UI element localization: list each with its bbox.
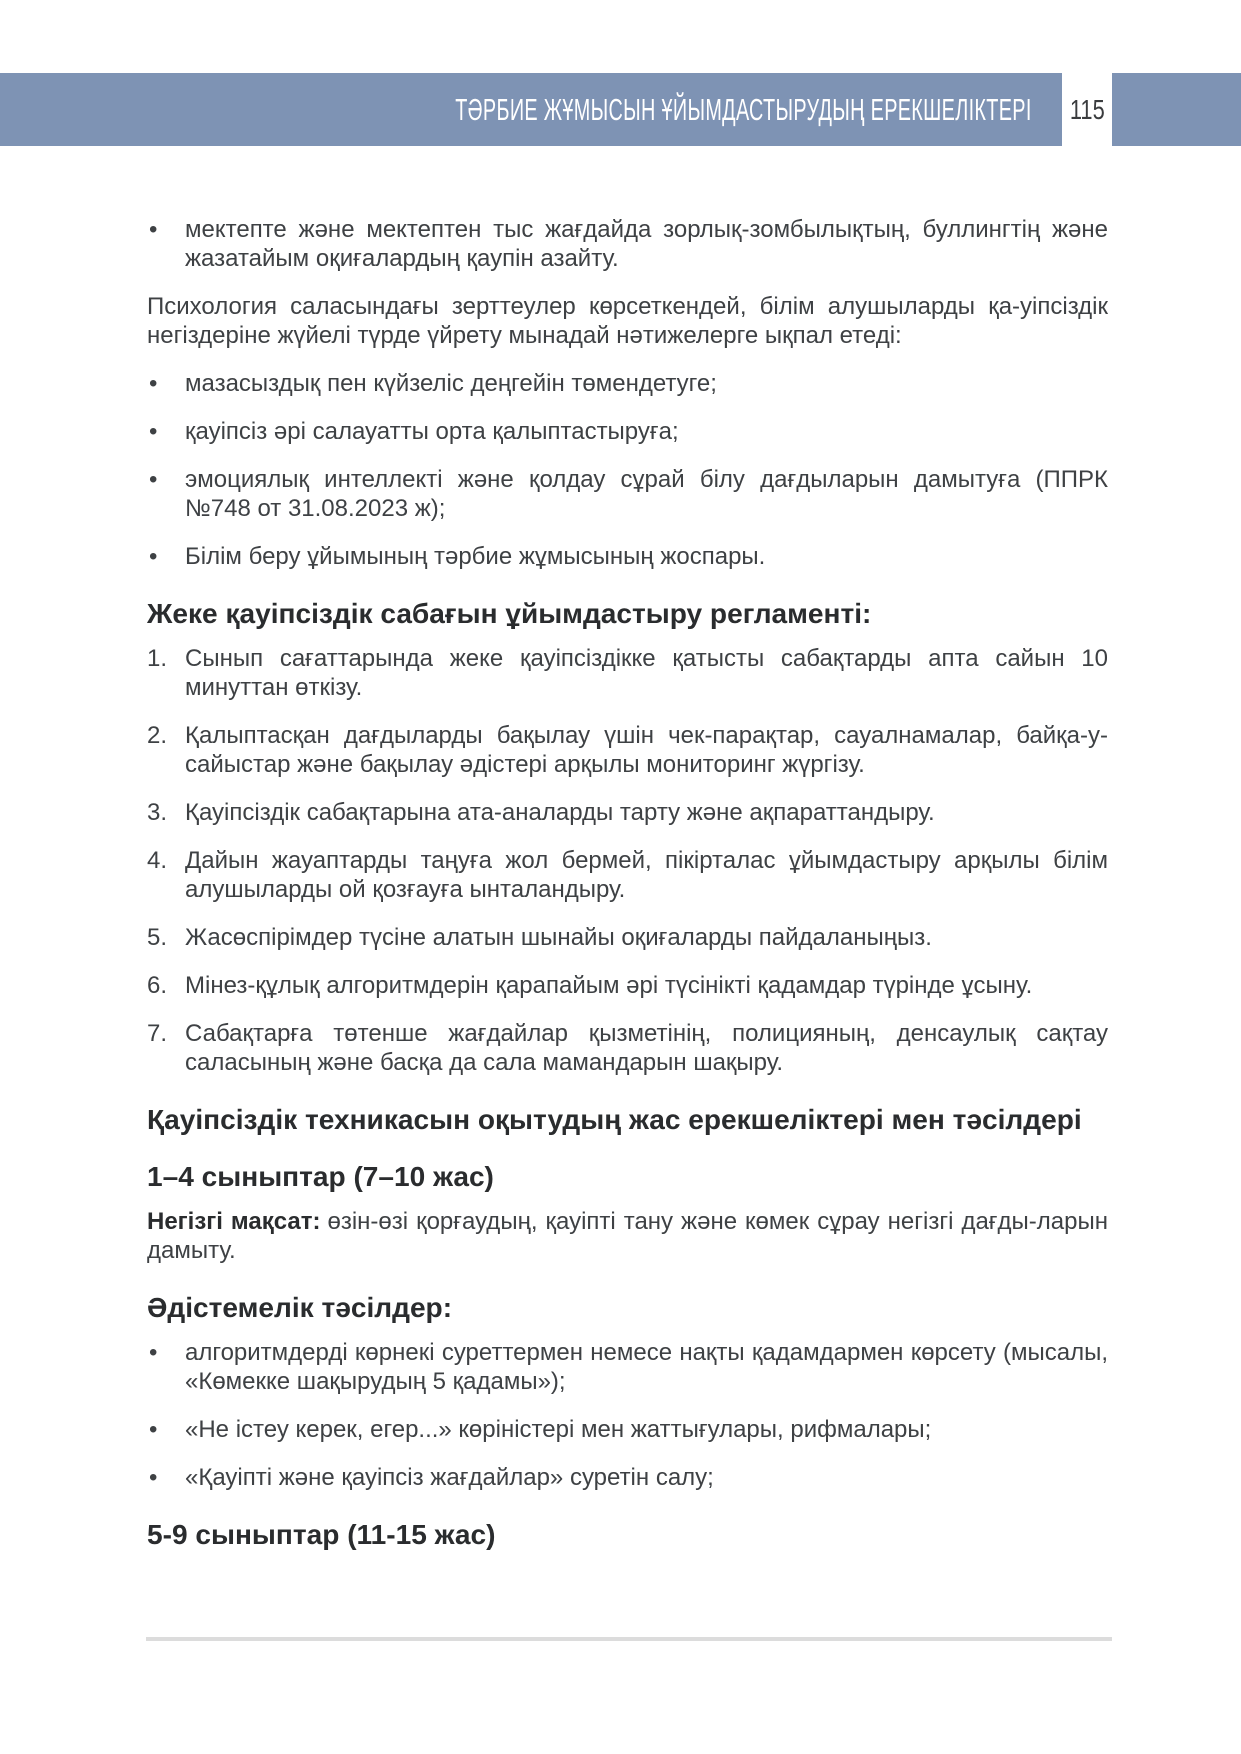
numbered-item bbox=[147, 644, 1108, 702]
footer-divider bbox=[146, 1637, 1112, 1641]
numbered-item-text: Мінез-құлық алгоритмдерін қарапайым әрі түсінікті қадамдар түрінде ұсыну. bbox=[185, 972, 1033, 999]
bullet-icon: • bbox=[149, 418, 158, 445]
page-number-gap bbox=[1062, 73, 1112, 146]
numbered-item bbox=[147, 721, 1108, 779]
paragraph: Психология саласындағы зерттеулер көрсеткендей, білім алушыларды қа-уіпсіздік негіздеріне жүйелі түрде үйрету мынадай нәтижелерге ықпал етеді: bbox=[147, 293, 1108, 349]
list-item-text: «Қауіпті және қауіпсіз жағдайлар» суретін салу; bbox=[185, 1464, 714, 1491]
list-item-text: Білім беру ұйымының тәрбие жұмысының жоспары. bbox=[185, 543, 766, 570]
goal-text: өзін-өзі қорғаудың, қауіпті тану және көмек сұрау негізгі дағды-ларын дамыту. bbox=[147, 1208, 1108, 1264]
goal-label: Негізгі мақсат: bbox=[147, 1208, 321, 1235]
bullet-icon: • bbox=[149, 370, 158, 397]
header-band bbox=[0, 73, 1062, 146]
bullet-icon: • bbox=[149, 543, 158, 570]
list-item bbox=[147, 542, 1108, 571]
numbered-item bbox=[147, 971, 1108, 1000]
list-item bbox=[147, 215, 1108, 273]
bullet-icon: • bbox=[149, 1339, 158, 1366]
header-band-right bbox=[1112, 73, 1241, 146]
item-number: 5. bbox=[147, 924, 168, 951]
subheading-grades-5-9: 5-9 сыныптар (11-15 жас) bbox=[147, 1519, 496, 1550]
section-heading-age: Қауіпсіздік техникасын оқытудың жас ерекшеліктері мен тәсілдері bbox=[147, 1104, 1082, 1135]
bullet-icon: • bbox=[149, 1416, 158, 1443]
section-heading-regulation: Жеке қауіпсіздік сабағын ұйымдастыру регламенті: bbox=[147, 598, 872, 629]
bullet-icon: • bbox=[149, 466, 158, 493]
numbered-item bbox=[147, 798, 1108, 827]
item-number: 6. bbox=[147, 972, 168, 999]
list-item bbox=[147, 417, 1108, 446]
bullet-icon: • bbox=[149, 216, 158, 243]
item-number: 2. bbox=[147, 722, 168, 749]
list-item bbox=[147, 1415, 1108, 1444]
numbered-item-text: Жасөспірімдер түсіне алатын шынайы оқиғаларды пайдаланыңыз. bbox=[185, 924, 932, 951]
list-item bbox=[147, 369, 1108, 398]
list-item-text: эмоциялық интеллекті және қолдау сұрай білу дағдыларын дамытуға (ППРК №748 от 31.08.2023 ж); bbox=[185, 466, 1108, 522]
goal-paragraph bbox=[147, 1207, 1108, 1265]
subheading-grades-1-4: 1–4 сыныптар (7–10 жас) bbox=[147, 1161, 494, 1192]
list-item-text: «Не істеу керек, егер...» көріністері мен жаттығулары, рифмалары; bbox=[185, 1416, 932, 1443]
numbered-item-text: Қалыптасқан дағдыларды бақылау үшін чек-парақтар, сауалнамалар, байқа-у-сайыстар және бақылау әдістері арқылы мониторинг жүргізу. bbox=[185, 722, 1108, 778]
list-item bbox=[147, 465, 1108, 523]
page-header bbox=[0, 73, 1241, 146]
numbered-item bbox=[147, 846, 1108, 904]
item-number: 1. bbox=[147, 645, 168, 672]
list-item bbox=[147, 1463, 1108, 1492]
numbered-item-text: Сабақтарға төтенше жағдайлар қызметінің, полицияның, денсаулық сақтау саласының және басқа да сала мамандарын шақыру. bbox=[185, 1020, 1108, 1076]
numbered-item-text: Сынып сағаттарында жеке қауіпсіздікке қатысты сабақтарды апта сайын 10 минуттан өткізу. bbox=[185, 645, 1108, 701]
list-item-text: алгоритмдерді көрнекі суреттермен немесе нақты қадамдармен көрсету (мысалы, «Көмекке шақырудың 5 қадамы»); bbox=[185, 1339, 1108, 1395]
list-item-text: мектепте және мектептен тыс жағдайда зорлық-зомбылықтың, буллингтің және жазатайым оқиғалардың қаупін азайту. bbox=[185, 216, 1108, 272]
numbered-item-text: Дайын жауаптарды таңуға жол бермей, пікірталас ұйымдастыру арқылы білім алушыларды ой қозғауға ынталандыру. bbox=[185, 847, 1108, 903]
numbered-item bbox=[147, 923, 1108, 952]
numbered-item bbox=[147, 1019, 1108, 1077]
bullet-icon: • bbox=[149, 1464, 158, 1491]
list-item-text: қауіпсіз әрі салауатты орта қалыптастыруға; bbox=[185, 418, 679, 445]
list-item-text: мазасыздық пен күйзеліс деңгейін төмендетуге; bbox=[185, 370, 717, 397]
subheading-methods: Әдістемелік тәсілдер: bbox=[147, 1292, 453, 1323]
item-number: 4. bbox=[147, 847, 168, 874]
list-item bbox=[147, 1338, 1108, 1396]
page-number: 115 bbox=[1069, 93, 1105, 125]
chapter-title: ТӘРБИЕ ЖҰМЫСЫН ҰЙЫМДАСТЫРУДЫҢ ЕРЕКШЕЛІКТЕРІ bbox=[455, 91, 1032, 127]
numbered-item-text: Қауіпсіздік сабақтарына ата-аналарды тарту және ақпараттандыру. bbox=[185, 799, 935, 826]
item-number: 3. bbox=[147, 799, 168, 826]
item-number: 7. bbox=[147, 1020, 168, 1047]
